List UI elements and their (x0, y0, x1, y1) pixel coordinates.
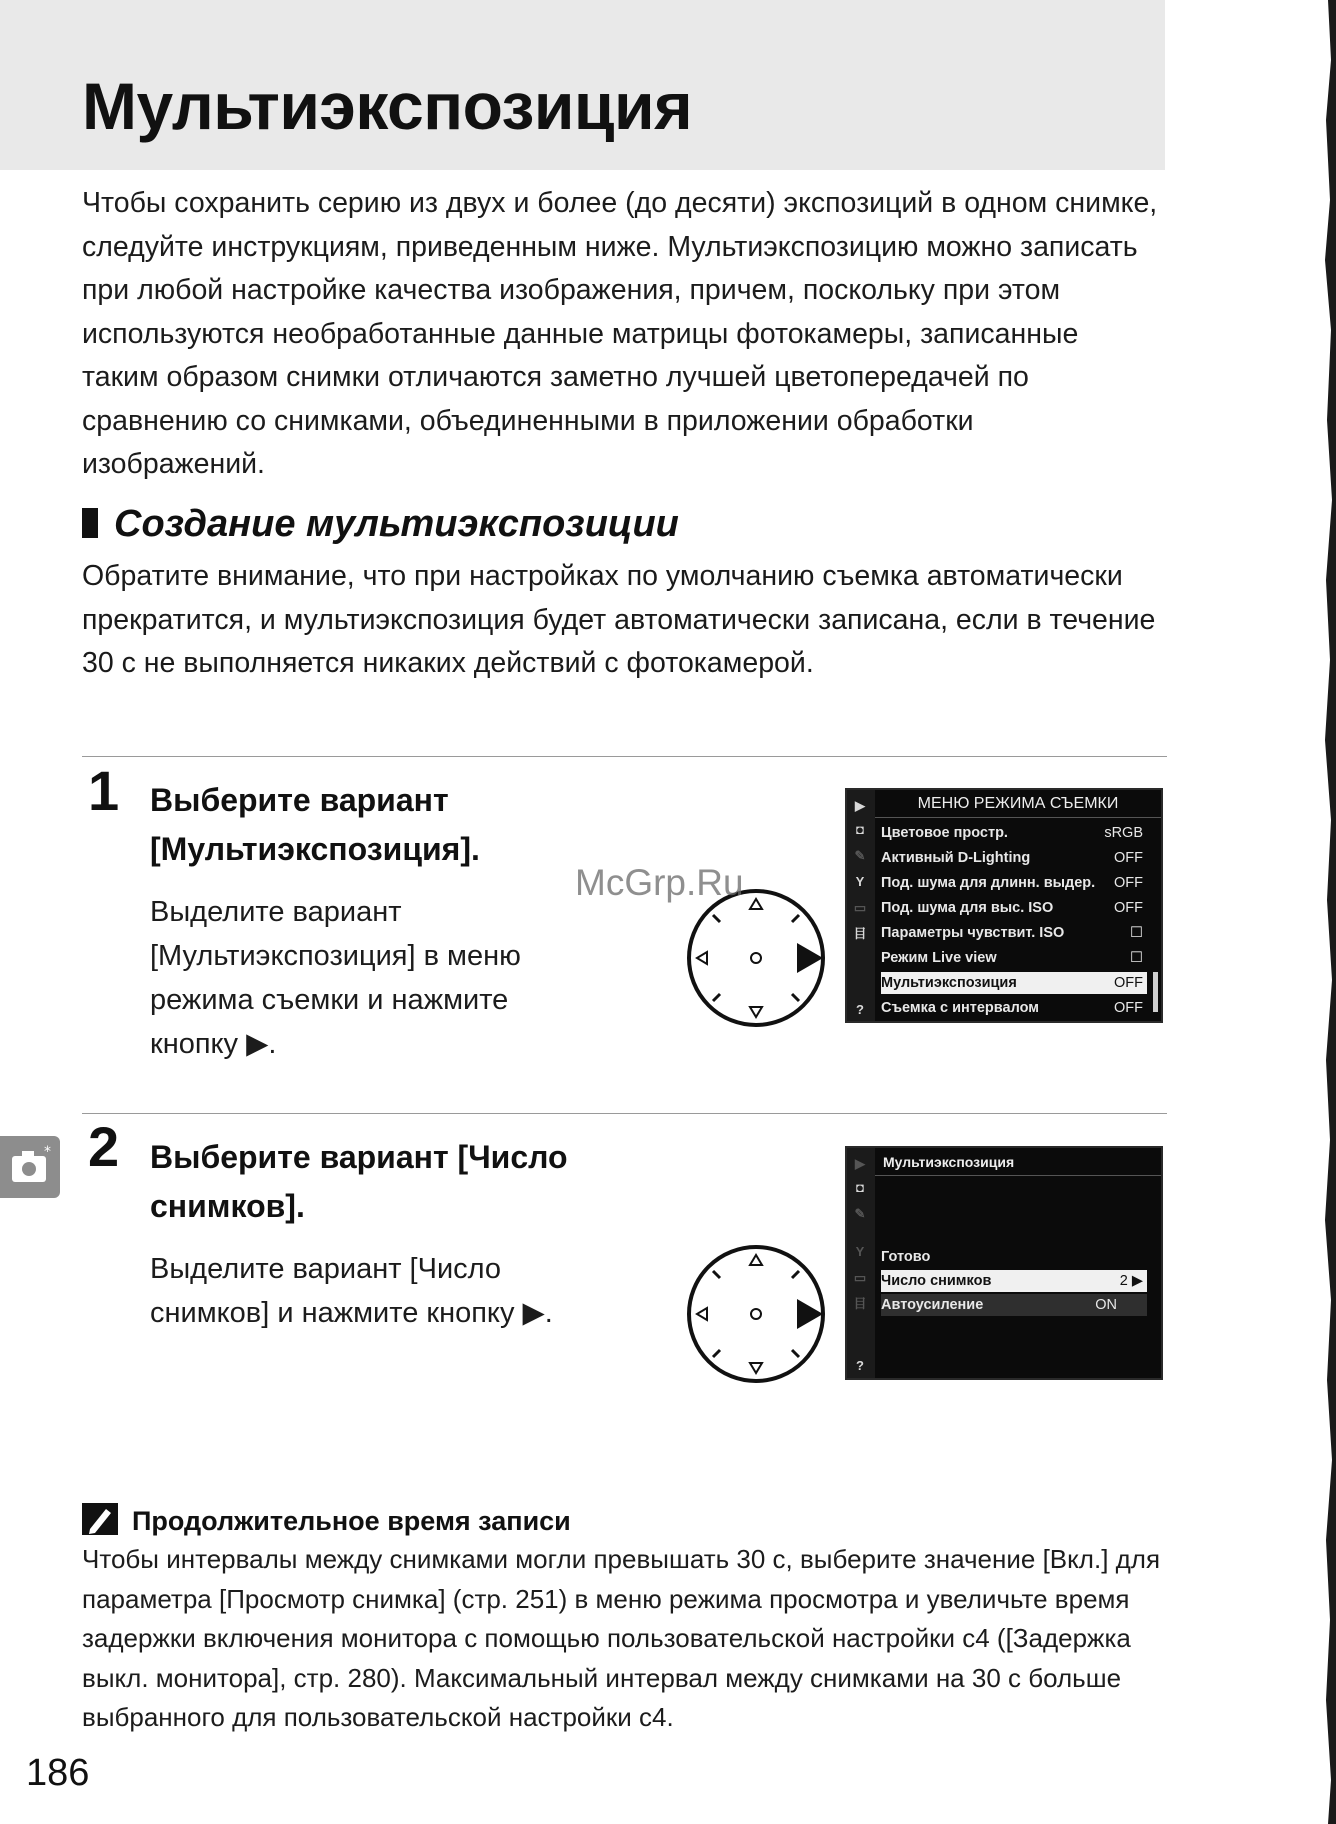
menu-side-tabs (847, 1148, 875, 1378)
my-menu-icon: 目 (853, 1296, 867, 1311)
multi-selector-dial-icon (685, 887, 827, 1029)
menu-row: Параметры чувствит. ISO ☐ (881, 925, 1143, 941)
help-icon: ? (856, 1358, 864, 1373)
retouch-icon: ▭ (853, 1270, 867, 1285)
wrench-icon: Y (855, 874, 865, 889)
shooting-menu-tab-icon (0, 1136, 60, 1198)
menu-scrollbar (1153, 972, 1158, 1012)
menu-row: Готово (881, 1249, 931, 1265)
step-1-title: Выберите вариант [Мультиэкспозиция]. (150, 782, 480, 867)
note-heading (82, 1503, 571, 1537)
retouch-icon: ▭ (853, 900, 867, 915)
multi-selector-dial-icon (685, 1243, 827, 1385)
camera-tab-icon (0, 1136, 60, 1198)
step-2-number: 2 (88, 1115, 120, 1178)
note-paragraph: Чтобы интервалы между снимками могли превышать 30 с, выберите значение [Вкл.] для параметра [Просмотр снимка] (стр. 251) в меню режима просмотра и увеличьте время задержки включения монитора с помощью пользовательской настройки c4 ([Задержка выкл. монитора], стр. 280). Максимальный интервал между снимками на 30 с больше выбранного для пользовательской настройки c4. (82, 1544, 1161, 1732)
step-1-number: 1 (88, 759, 120, 822)
page-title: Мультиэкспозиция (82, 69, 693, 143)
menu-side-tabs (847, 790, 875, 1021)
step-2-title: Выберите вариант [Число снимков]. (150, 1139, 568, 1224)
step-1-body: Выделите вариант [Мультиэкспозиция] в меню режима съемки и нажмите кнопку ▶. (150, 896, 521, 1060)
menu-row: Под. шума для длинн. выдер. OFF (881, 875, 1143, 891)
menu-row: Съемка с интервалом OFF (881, 1000, 1143, 1016)
camera-icon: ◘ (856, 822, 864, 837)
playback-icon: ▶ (855, 798, 865, 813)
menu-row: Режим Live view ☐ (881, 950, 1143, 966)
pencil-note-icon (82, 1503, 118, 1535)
section-heading-text: Создание мультиэкспозиции (114, 503, 679, 545)
help-icon: ? (856, 1002, 864, 1017)
divider (82, 1113, 1167, 1114)
pencil-icon: ✎ (854, 848, 866, 863)
section-heading (82, 503, 679, 546)
menu-row: Цветовое простр. sRGB (881, 825, 1143, 841)
camera-menu-screen-2 (845, 1146, 1163, 1380)
heading-bar-icon (82, 508, 98, 538)
menu-header: МЕНЮ РЕЖИМА СЪЕМКИ (875, 790, 1161, 818)
menu-row-selected: Мультиэкспозиция OFF (881, 972, 1147, 994)
section-paragraph: Обратите внимание, что при настройках по умолчанию съемка автоматически прекратится, и мультиэкспозиция будет автоматически записана, если в течение 30 с не выполняется никаких действий с фотокамерой. (82, 560, 1156, 679)
step-2-body: Выделите вариант [Число снимков] и нажмите кнопку ▶. (150, 1253, 553, 1329)
menu-row: Автоусиление ON (881, 1294, 1147, 1316)
playback-icon: ▶ (855, 1156, 865, 1171)
page-number: 186 (26, 1752, 90, 1794)
my-menu-icon: 目 (853, 926, 867, 941)
pencil-icon: ✎ (854, 1206, 866, 1221)
menu-row: Активный D-Lighting OFF (881, 850, 1143, 866)
intro-paragraph: Чтобы сохранить серию из двух и более (до десяти) экспозиций в одном снимке, следуйте инструкциям, приведенным ниже. Мультиэкспозицию можно записать при любой настройке качества изображения, причем, поскольку при этом используются необработанные данные матрицы фотокамеры, записанные таким образом снимки отличаются заметно лучшей цветопередачей по сравнению со снимками, объединенными в приложении обработки изображений. (82, 187, 1158, 480)
menu-row: Под. шума для выс. ISO OFF (881, 900, 1143, 916)
menu-header: Мультиэкспозиция (875, 1148, 1161, 1176)
watermark: McGrp.Ru (575, 862, 744, 903)
note-heading-text: Продолжительное время записи (132, 1506, 571, 1536)
wrench-icon: Y (855, 1244, 865, 1259)
camera-icon: ◘ (856, 1180, 864, 1195)
torn-page-edge (1322, 0, 1336, 1824)
camera-menu-screen-1 (845, 788, 1163, 1023)
menu-row-selected: Число снимков 2 ▶ (881, 1270, 1147, 1292)
svg-text:*: * (44, 1144, 51, 1160)
divider (82, 756, 1167, 757)
